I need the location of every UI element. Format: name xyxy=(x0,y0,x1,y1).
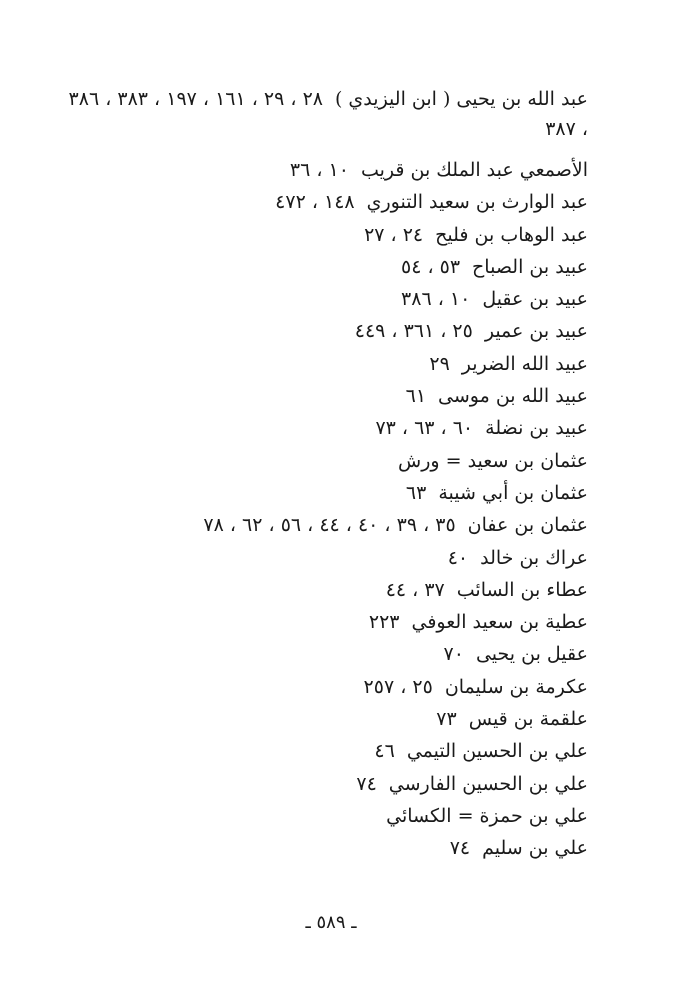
entry-pages: ٣٧ ، ٤٤ xyxy=(385,578,445,601)
entry-name: عبيد بن عقيل xyxy=(482,288,588,311)
entry-pages: ٦٣ xyxy=(405,481,427,504)
entry-pages: ١٠ ، ٣٨٦ xyxy=(401,288,471,311)
index-entries-list xyxy=(68,84,588,865)
index-entry xyxy=(68,832,588,864)
entry-pages: ٤٦ xyxy=(374,740,395,763)
entry-name: عكرمة بن سليمان xyxy=(444,675,588,698)
entry-name: عبيد بن عمير xyxy=(484,320,588,343)
entry-pages: ٢٥ ، ٢٥٧ xyxy=(363,675,433,698)
index-entry xyxy=(68,638,588,670)
entry-name: علي بن حمزة = الكسائي xyxy=(386,804,588,827)
index-entry xyxy=(68,380,588,412)
entry-name: علي بن الحسين التيمي xyxy=(406,740,588,763)
index-entry xyxy=(68,445,588,477)
entry-pages: ٦١ xyxy=(405,385,427,408)
index-entry xyxy=(68,768,588,800)
index-entry xyxy=(68,219,588,251)
entry-name: علي بن الحسين الفارسي xyxy=(388,772,588,795)
index-entry xyxy=(68,283,588,315)
index-entry xyxy=(68,574,588,606)
index-entry xyxy=(68,735,588,767)
entry-name: علقمة بن قيس xyxy=(468,708,588,731)
entry-pages: ٤٠ xyxy=(447,546,469,569)
entry-pages: ٢٩ xyxy=(429,352,450,375)
entry-pages: ٧٤ xyxy=(449,837,471,860)
entry-pages: ٧٠ xyxy=(443,643,464,666)
entry-name: علي بن سليم xyxy=(482,837,588,860)
index-entry xyxy=(68,477,588,509)
entry-name: عقيل بن يحيى xyxy=(475,643,588,666)
page-number: ـ ٥٨٩ ـ xyxy=(305,912,357,933)
entry-name: الأصمعي عبد الملك بن قريب xyxy=(360,159,588,181)
entry-name: عطية بن سعيد العوفي xyxy=(411,611,588,634)
entry-name: عبيد الله الضرير xyxy=(461,352,588,375)
index-entry xyxy=(68,606,588,638)
entry-pages: ٢٥ ، ٣٦١ ، ٤٤٩ xyxy=(354,320,473,343)
index-entry xyxy=(68,348,588,380)
entry-name: عراك بن خالد xyxy=(480,546,588,569)
entry-pages: ٦٠ ، ٦٣ ، ٧٣ xyxy=(375,417,474,440)
entry-name: عبد الله بن يحيى ( ابن اليزيدي ) xyxy=(334,88,588,110)
entry-name: عبد الوارث بن سعيد التنوري xyxy=(366,191,588,214)
index-entry xyxy=(68,412,588,444)
index-entry xyxy=(68,542,588,574)
entry-name: عبيد بن نضلة xyxy=(485,417,588,440)
index-entry xyxy=(68,84,588,144)
index-entry xyxy=(68,800,588,832)
entry-name: عبيد بن الصباح xyxy=(472,255,588,278)
entry-name: عطاء بن السائب xyxy=(456,578,588,601)
entry-pages: ٥٣ ، ٥٤ xyxy=(400,255,461,278)
index-entry xyxy=(68,671,588,703)
index-entry xyxy=(68,154,588,186)
entry-pages: ٣٥ ، ٣٩ ، ٤٠ ، ٤٤ ، ٥٦ ، ٦٢ ، ٧٨ xyxy=(203,514,456,537)
entry-pages: ٢٨ ، ٢٩ ، ١٦١ ، ١٩٧ ، ٣٨٣ ، ٣٨٦ ، ٣٨٧ xyxy=(68,88,588,140)
entry-pages: ٧٤ xyxy=(356,772,377,795)
entry-name: عثمان بن عفان xyxy=(467,514,588,537)
entry-name: عبد الوهاب بن فليح xyxy=(435,223,588,246)
entry-name: عبيد الله بن موسى xyxy=(438,385,588,408)
index-entry xyxy=(68,703,588,735)
index-entry xyxy=(68,315,588,347)
entry-pages: ٧٣ xyxy=(436,708,457,731)
entry-name: عثمان بن أبي شيبة xyxy=(438,481,588,504)
entry-name: عثمان بن سعيد = ورش xyxy=(398,449,588,472)
entry-pages: ٢٢٣ xyxy=(368,611,400,634)
index-entry xyxy=(68,509,588,541)
entry-pages: ١٤٨ ، ٤٧٢ xyxy=(275,191,355,214)
index-entry xyxy=(68,251,588,283)
entry-pages: ٢٤ ، ٢٧ xyxy=(364,223,424,246)
entry-pages: ١٠ ، ٣٦ xyxy=(289,159,349,181)
index-entry xyxy=(68,186,588,218)
